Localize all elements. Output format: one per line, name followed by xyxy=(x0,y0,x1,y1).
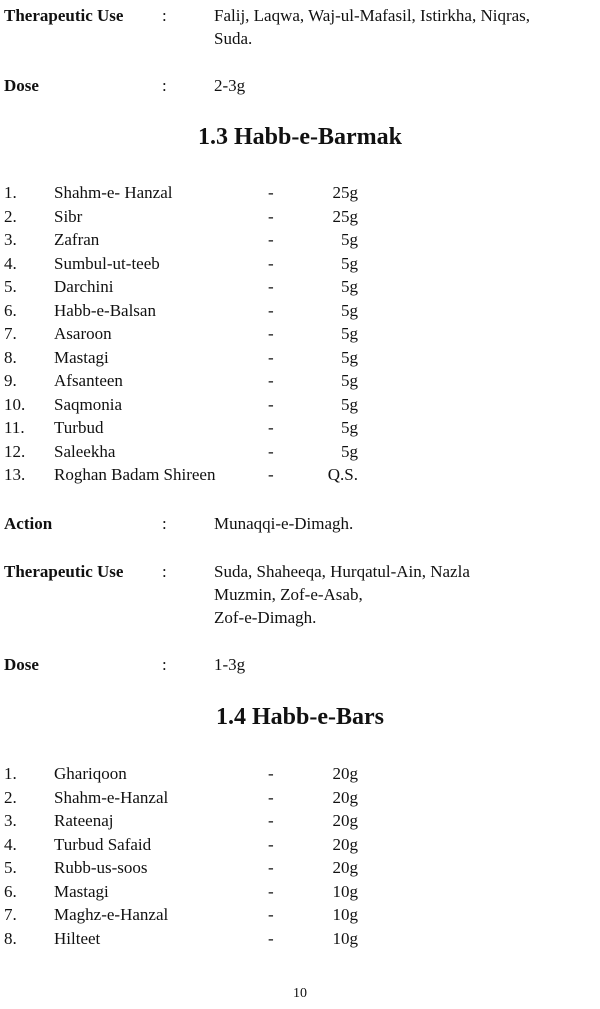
item-name: Habb-e-Balsan xyxy=(54,300,156,320)
item-name: Asaroon xyxy=(54,324,112,343)
item-dash: - xyxy=(268,418,274,437)
list-item xyxy=(4,252,600,276)
item-number: 5. xyxy=(4,858,17,877)
item-name: Ghariqoon xyxy=(54,764,127,783)
list-item xyxy=(4,181,600,205)
item-dash: - xyxy=(268,277,274,296)
field-value xyxy=(214,4,594,50)
item-name: Shahm-e-Hanzal xyxy=(54,787,169,807)
item-quantity: 20g xyxy=(332,764,358,783)
item-quantity: 5g xyxy=(341,441,358,461)
item-quantity: 25g xyxy=(332,183,358,202)
item-name: Rubb-us-soos xyxy=(54,858,148,877)
field-colon: : xyxy=(162,76,167,95)
field-colon: : xyxy=(162,514,167,533)
item-dash: - xyxy=(268,394,274,414)
field-colon: : xyxy=(162,6,167,25)
item-number: 4. xyxy=(4,253,17,273)
item-name: Mastagi xyxy=(54,347,109,367)
item-name: Zafran xyxy=(54,230,100,249)
value-line: Suda, Shaheeqa, Hurqatul-Ain, Nazla xyxy=(214,562,470,581)
item-quantity: 5g xyxy=(341,277,358,296)
item-quantity: 20g xyxy=(332,811,358,830)
item-quantity: 20g xyxy=(332,834,358,854)
section-heading: 1.4 Habb-e-Bars xyxy=(216,704,384,730)
value-line: 2-3g xyxy=(214,76,246,95)
section-heading: 1.3 Habb-e-Barmak xyxy=(198,124,402,150)
item-dash: - xyxy=(268,347,274,367)
item-number: 8. xyxy=(4,347,17,367)
item-dash: - xyxy=(268,787,274,807)
item-number: 7. xyxy=(4,324,17,343)
item-number: 6. xyxy=(4,881,17,901)
list-item xyxy=(4,322,600,346)
item-quantity: 5g xyxy=(341,347,358,367)
list-item xyxy=(4,880,600,904)
item-quantity: 25g xyxy=(332,206,358,226)
list-item xyxy=(4,416,600,440)
list-item xyxy=(4,856,600,880)
item-dash: - xyxy=(268,881,274,901)
item-dash: - xyxy=(268,928,274,948)
item-dash: - xyxy=(268,300,274,320)
item-number: 8. xyxy=(4,928,17,948)
item-number: 13. xyxy=(4,465,26,484)
value-line: Zof-e-Dimagh. xyxy=(214,608,317,627)
field-value xyxy=(214,653,594,676)
field-label: Dose xyxy=(4,76,39,95)
item-quantity: Q.S. xyxy=(327,465,358,484)
item-quantity: 10g xyxy=(332,881,358,901)
item-dash: - xyxy=(268,811,274,830)
list-item xyxy=(4,927,600,951)
item-number: 4. xyxy=(4,834,17,854)
list-item xyxy=(4,205,600,229)
item-name: Roghan Badam Shireen xyxy=(54,465,216,484)
item-quantity: 20g xyxy=(332,787,358,807)
item-name: Shahm-e- Hanzal xyxy=(54,183,173,202)
item-quantity: 5g xyxy=(341,253,358,273)
item-name: Mastagi xyxy=(54,881,109,901)
item-name: Turbud xyxy=(54,418,104,437)
item-quantity: 5g xyxy=(341,418,358,437)
list-item xyxy=(4,299,600,323)
item-name: Saqmonia xyxy=(54,394,122,414)
item-number: 3. xyxy=(4,230,17,249)
value-line: Falij, Laqwa, Waj-ul-Mafasil, Istirkha, Niqras, xyxy=(214,6,531,25)
item-name: Sibr xyxy=(54,206,83,226)
field-value xyxy=(214,560,594,629)
item-number: 6. xyxy=(4,300,17,320)
item-dash: - xyxy=(268,905,274,924)
item-name: Rateenaj xyxy=(54,811,114,830)
item-dash: - xyxy=(268,371,274,390)
item-number: 2. xyxy=(4,206,17,226)
list-item xyxy=(4,440,600,464)
field-label: Therapeutic Use xyxy=(4,562,124,581)
item-quantity: 10g xyxy=(332,905,358,924)
item-quantity: 5g xyxy=(341,230,358,249)
list-item xyxy=(4,228,600,252)
item-number: 11. xyxy=(4,418,25,437)
field-label: Action xyxy=(4,514,53,533)
list-item xyxy=(4,833,600,857)
page-number: 10 xyxy=(293,986,307,1001)
item-quantity: 5g xyxy=(341,371,358,390)
list-item xyxy=(4,762,600,786)
item-number: 12. xyxy=(4,441,26,461)
item-quantity: 20g xyxy=(332,858,358,877)
value-line: Munaqqi-e-Dimagh. xyxy=(214,514,354,533)
item-quantity: 10g xyxy=(332,928,358,948)
item-number: 5. xyxy=(4,277,17,296)
item-number: 7. xyxy=(4,905,17,924)
item-dash: - xyxy=(268,834,274,854)
field-colon: : xyxy=(162,562,167,581)
item-name: Maghz-e-Hanzal xyxy=(54,905,169,924)
list-item xyxy=(4,369,600,393)
list-item xyxy=(4,903,600,927)
list-item xyxy=(4,809,600,833)
item-number: 10. xyxy=(4,394,26,414)
field-value xyxy=(214,74,594,97)
list-item xyxy=(4,393,600,417)
item-dash: - xyxy=(268,441,274,461)
item-dash: - xyxy=(268,764,274,783)
value-line: Muzmin, Zof-e-Asab, xyxy=(214,585,363,604)
item-quantity: 5g xyxy=(341,394,358,414)
item-dash: - xyxy=(268,230,274,249)
item-dash: - xyxy=(268,465,274,484)
list-item xyxy=(4,275,600,299)
item-number: 9. xyxy=(4,371,17,390)
item-dash: - xyxy=(268,183,274,202)
item-name: Saleekha xyxy=(54,441,116,461)
list-item xyxy=(4,463,600,487)
item-number: 1. xyxy=(4,764,17,783)
field-colon: : xyxy=(162,655,167,674)
item-name: Darchini xyxy=(54,277,114,296)
item-number: 3. xyxy=(4,811,17,830)
item-name: Sumbul-ut-teeb xyxy=(54,253,160,273)
item-number: 1. xyxy=(4,183,17,202)
value-line: 1-3g xyxy=(214,655,246,674)
item-number: 2. xyxy=(4,787,17,807)
list-item xyxy=(4,346,600,370)
item-dash: - xyxy=(268,324,274,343)
item-quantity: 5g xyxy=(341,300,358,320)
item-name: Hilteet xyxy=(54,928,101,948)
value-line: Suda. xyxy=(214,29,253,48)
item-name: Afsanteen xyxy=(54,371,123,390)
field-label: Dose xyxy=(4,655,39,674)
item-dash: - xyxy=(268,206,274,226)
item-dash: - xyxy=(268,858,274,877)
list-item xyxy=(4,786,600,810)
item-dash: - xyxy=(268,253,274,273)
field-value xyxy=(214,512,594,535)
item-name: Turbud Safaid xyxy=(54,834,152,854)
item-quantity: 5g xyxy=(341,324,358,343)
field-label: Therapeutic Use xyxy=(4,6,124,25)
